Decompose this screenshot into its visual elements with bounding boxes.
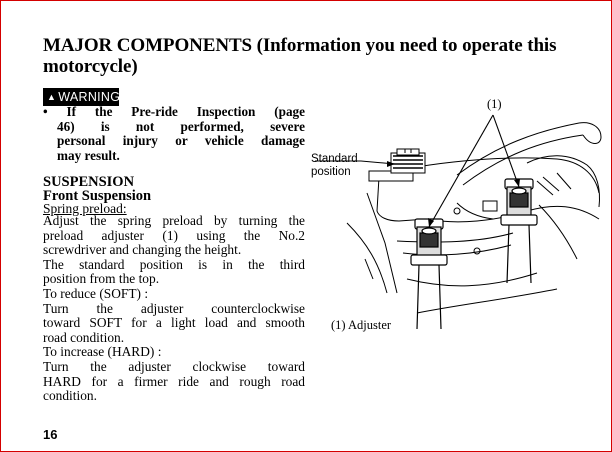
body-line: toward SOFT for a light load and smooth bbox=[43, 315, 305, 331]
warning-line: 46) is not performed, severe bbox=[57, 118, 305, 134]
body-line: position from the top. bbox=[43, 271, 160, 287]
warning-line: personal injury or vehicle damage bbox=[57, 133, 305, 148]
warning-line: may result. bbox=[57, 147, 120, 163]
body-line: preload adjuster (1) using the No.2 bbox=[43, 227, 305, 243]
warning-label: WARNING bbox=[58, 90, 121, 104]
front-suspension-illustration bbox=[307, 93, 603, 329]
body-line: HARD for a firmer ride and rough road bbox=[43, 373, 305, 389]
topic-heading: Spring preload: bbox=[43, 201, 127, 216]
body-line: Turn the adjuster clockwise toward bbox=[43, 358, 305, 374]
standard-label-line-2: position bbox=[311, 166, 351, 178]
body-line: screwdriver and changing the height. bbox=[43, 242, 242, 258]
section-subheading: Front Suspension bbox=[43, 188, 152, 204]
body-line: To increase (HARD) : bbox=[43, 344, 162, 360]
standard-label-line-1: Standard bbox=[311, 153, 358, 165]
body-line: Turn the adjuster counterclockwise bbox=[43, 300, 305, 316]
body-line: road condition. bbox=[43, 329, 125, 345]
page-title bbox=[43, 35, 603, 77]
warning-text bbox=[43, 105, 305, 163]
page-number: 16 bbox=[43, 427, 58, 442]
body-line: The standard position is in the third bbox=[43, 256, 305, 272]
callout-number: (1) bbox=[487, 97, 502, 111]
warning-triangle-icon: ▲ bbox=[47, 92, 57, 102]
body-line: condition. bbox=[43, 388, 97, 404]
figure-caption: (1) Adjuster bbox=[331, 318, 392, 332]
title-line-1: MAJOR COMPONENTS (Information you need to operate this bbox=[43, 35, 557, 56]
fork-adjuster-drawing bbox=[307, 93, 603, 329]
warning-line: • If the Pre-ride Inspection (page bbox=[43, 104, 305, 119]
body-line: Adjust the spring preload by turning the bbox=[43, 213, 305, 228]
body-line: To reduce (SOFT) : bbox=[43, 285, 149, 301]
title-line-2: motorcycle) bbox=[43, 56, 138, 77]
body-text bbox=[43, 214, 305, 404]
section-heading: SUSPENSION bbox=[43, 174, 135, 190]
